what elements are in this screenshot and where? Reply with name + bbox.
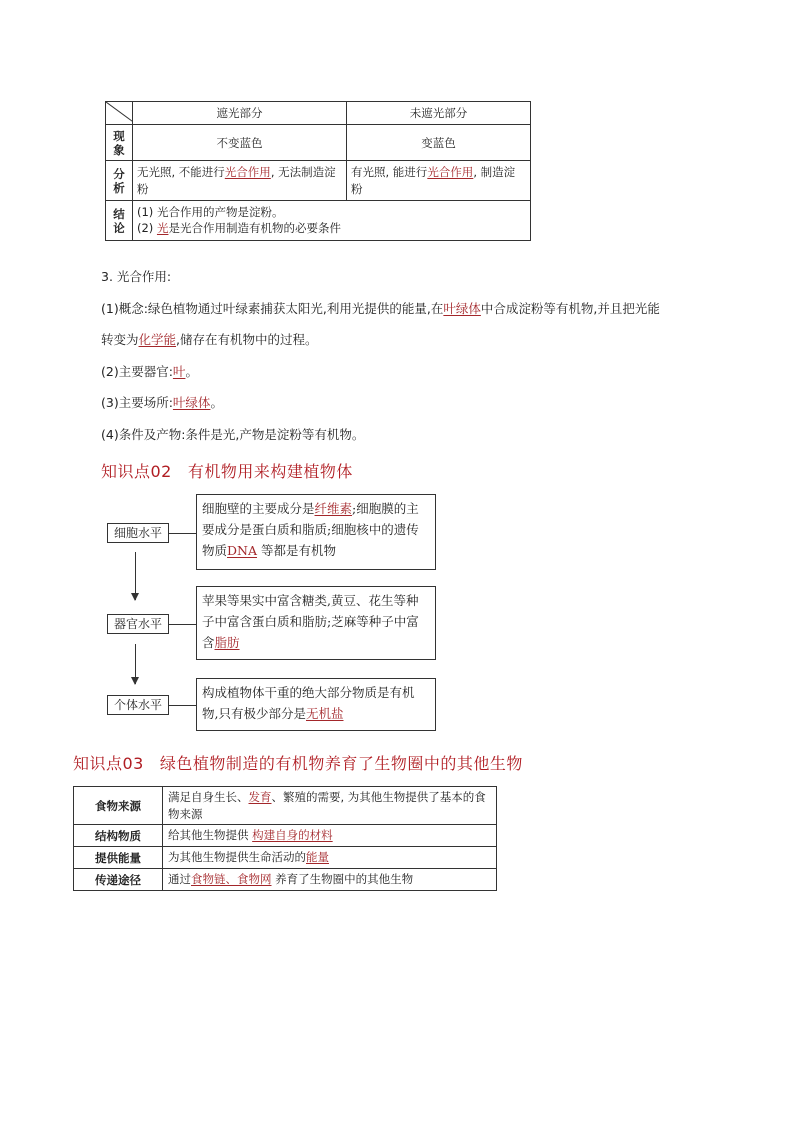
table-row — [74, 869, 497, 891]
light-experiment-table — [105, 101, 531, 241]
main-site — [101, 394, 223, 412]
col-header-shaded: 遮光部分 — [133, 102, 347, 125]
concept-line-1 — [101, 300, 660, 318]
row-content — [163, 787, 497, 825]
answer-fill: 脂肪 — [214, 635, 240, 650]
section3-title: 3. 光合作用: — [101, 269, 172, 284]
answer-fill: 叶 — [172, 364, 186, 379]
table-row — [74, 847, 497, 869]
answer-fill: 无机盐 — [305, 706, 344, 721]
text: 中合成淀粉等有机物,并且把光能 — [480, 301, 660, 316]
analysis-unshaded — [347, 161, 531, 201]
row-label: 食物来源 — [74, 787, 163, 825]
text: 、繁殖的需要, 为其他生物提供了基本的食物来源 — [168, 790, 486, 821]
conclusion-cell — [133, 201, 531, 241]
diagonal-header-cell — [106, 102, 133, 125]
heading-title: 有机物用来构建植物体 — [187, 462, 353, 481]
kp03-heading — [73, 751, 523, 774]
text: 满足自身生长、 — [168, 790, 249, 804]
text: 。 — [185, 364, 198, 379]
row-header-analysis: 分析 — [106, 161, 133, 201]
connector-line — [169, 533, 196, 534]
text: , 无法制造淀粉 — [137, 165, 336, 196]
row-label: 传递途径 — [74, 869, 163, 891]
level-cell: 细胞水平 — [107, 523, 169, 543]
answer-fill: 发育 — [248, 792, 272, 804]
text: 给其他生物提供 — [168, 828, 253, 842]
answer-fill: 化学能 — [138, 332, 177, 347]
text: 构成植物体干重的绝大部分物质是有机物,只有极少部分是 — [202, 685, 415, 721]
organ-level-box — [196, 586, 436, 660]
analysis-shaded — [133, 161, 347, 201]
row-content — [163, 825, 497, 847]
col-header-unshaded: 未遮光部分 — [347, 102, 531, 125]
text: 为其他生物提供生命活动的 — [168, 850, 306, 864]
text: (2)主要器官: — [101, 364, 173, 379]
connector-line — [169, 705, 196, 706]
answer-fill: 光合作用 — [427, 167, 474, 179]
text: 细胞壁的主要成分是 — [202, 501, 315, 516]
main-organ — [101, 363, 198, 381]
text: 有光照, 能进行 — [351, 165, 428, 179]
row-content — [163, 847, 497, 869]
text: 是光合作用制造有机物的必要条件 — [168, 221, 341, 235]
level-organ: 器官水平 — [107, 614, 169, 634]
down-arrow-icon — [135, 552, 136, 600]
text: 转变为 — [101, 332, 139, 347]
individual-level-box — [196, 678, 436, 731]
cell-level-box — [196, 494, 436, 570]
answer-fill: 叶绿体 — [443, 301, 481, 316]
row-header-conclusion: 结论 — [106, 201, 133, 241]
connector-line — [169, 624, 196, 625]
diagonal-line-icon — [106, 102, 133, 124]
answer-fill: 纤维素 — [314, 501, 353, 516]
text: (1)概念:绿色植物通过叶绿素捕获太阳光,利用光提供的能量,在 — [101, 301, 444, 316]
phenomenon-unshaded: 变蓝色 — [347, 125, 531, 161]
organic-matter-table — [73, 786, 497, 891]
answer-fill: 食物链、食物网 — [191, 874, 272, 886]
text: (3)主要场所: — [101, 395, 173, 410]
text: 无光照, 不能进行 — [137, 165, 225, 179]
concept-line-2 — [101, 331, 318, 349]
answer-fill: 光合作用 — [224, 167, 271, 179]
text: , 制造淀粉 — [351, 165, 516, 196]
answer-fill: 能量 — [306, 852, 329, 864]
answer-fill: 叶绿体 — [172, 395, 211, 410]
heading-number: 知识点02 — [101, 462, 172, 481]
down-arrow-icon — [135, 644, 136, 684]
row-content — [163, 869, 497, 891]
answer-fill: 构建自身的材料 — [252, 830, 333, 842]
table-row — [74, 825, 497, 847]
text: 等都是有机物 — [257, 543, 336, 558]
answer-fill: DNA — [227, 543, 258, 558]
text: (2) — [137, 221, 154, 235]
conditions-products: (4)条件及产物:条件是光,产物是淀粉等有机物。 — [101, 427, 365, 442]
heading-number: 知识点03 — [73, 754, 144, 773]
text: 养育了生物圈中的其他生物 — [271, 872, 414, 886]
text: ;细胞膜的主要成分是蛋白质和脂质;细胞核中的遗传物质 — [202, 501, 419, 558]
answer-fill: 光 — [156, 223, 169, 235]
row-label: 提供能量 — [74, 847, 163, 869]
row-header-phenomenon: 现象 — [106, 125, 133, 161]
level-individual: 个体水平 — [107, 695, 169, 715]
table-row — [74, 787, 497, 825]
text: 苹果等果实中富含糖类,黄豆、花生等种子中富含蛋白质和脂肪;芝麻等种子中富含 — [202, 593, 419, 650]
phenomenon-shaded: 不变蓝色 — [133, 125, 347, 161]
text: 。 — [210, 395, 223, 410]
row-label: 结构物质 — [74, 825, 163, 847]
heading-title: 绿色植物制造的有机物养育了生物圈中的其他生物 — [159, 754, 523, 773]
conclusion-2 — [137, 220, 526, 237]
text: 通过 — [168, 872, 191, 886]
conclusion-1: (1) 光合作用的产物是淀粉。 — [137, 205, 284, 219]
kp02-heading — [101, 459, 353, 482]
text: ,储存在有机物中的过程。 — [176, 332, 318, 347]
